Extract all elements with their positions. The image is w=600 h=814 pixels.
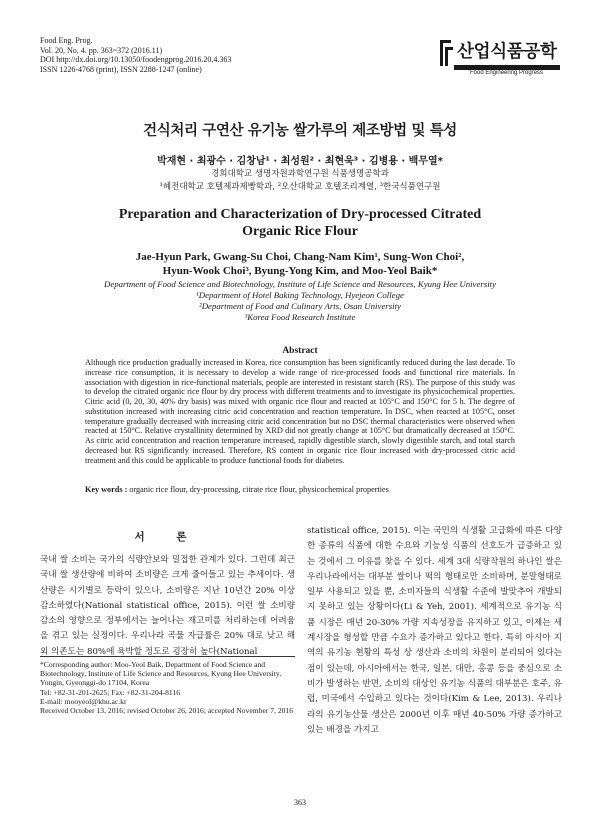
journal-name: Food Eng. Prog. bbox=[40, 36, 93, 45]
body-column-left: 국내 쌀 소비는 국가의 식량안보와 밀접한 관계가 있다. 그런데 최근 국내 쌀 생산량에 비하여 소비량은 크게 줄어들고 있는 추세이다. 생산량은 시기별로 등락이 있으나, 소비량은 지난 10년간 20% 이상 감소하였다(National statistical office, 2015). 이런 쌀 소비량 감소의 영향으로 정부에서는 늘어나는 재고미를 처리하는데 어려움을 겪고 있는 실정이다. 우리나라 곡물 자급률은 20% 대로 낮고 해외 의존도는 80%에 육박할 정도로 굉장히 높다(National bbox=[40, 555, 295, 657]
english-authors bbox=[0, 250, 600, 278]
journal-doi: DOI http://dx.doi.org/10.13050/foodengprog.2016.20.4.363 bbox=[40, 55, 232, 65]
korean-affiliation: ¹혜전대학교 호텔제과제빵학과, ²오산대학교 호텔조리계열, ³한국식품연구원 bbox=[159, 182, 441, 192]
english-affiliation: ²Department of Food and Culinary Arts, Osan University bbox=[199, 301, 401, 311]
english-affiliation: ¹Department of Hotel Baking Technology, Hyejeon College bbox=[196, 290, 404, 300]
keywords-label: Key words : bbox=[85, 485, 128, 494]
footnote bbox=[40, 660, 295, 715]
footnote-line: Tel: +82-31-201-2625; Fax: +82-31-204-8116 bbox=[40, 687, 180, 697]
journal-issn: ISSN 1226-4768 (print), ISSN 2288-1247 (online) bbox=[40, 64, 202, 74]
korean-authors: 박재현 · 최광수 · 김창남¹ · 최성원² · 최현욱³ · 김병용 · 백무열* bbox=[157, 156, 443, 167]
english-affiliations bbox=[0, 279, 600, 323]
keywords-text: organic rice flour, dry-processing, citrate rice flour, physicochemical properties bbox=[127, 485, 389, 494]
page-number: 363 bbox=[294, 798, 306, 807]
journal-info bbox=[40, 36, 231, 74]
english-title-line: Preparation and Characterization of Dry-processed Citrated bbox=[118, 207, 482, 222]
english-affiliation: Department of Food Science and Biotechnology, Institute of Life Science and Resources, Kyung Hee University bbox=[103, 279, 496, 289]
section-heading: 서 론 bbox=[134, 531, 201, 543]
english-title-line: Organic Rice Flour bbox=[242, 224, 358, 239]
footnote-line: E-mail: mooyeol@khu.ac.kr bbox=[40, 696, 127, 706]
footnote-divider bbox=[40, 656, 295, 657]
journal-logo bbox=[440, 36, 560, 86]
logo-mark-icon bbox=[440, 40, 454, 70]
footnote-line: *Corresponding author: Moo-Yeol Baik, Department of Food Science and Biotechnology, Institute of Life Science and Resources, Kyung Hee University, Yongin, Gyeonggi-do 17104, Korea bbox=[40, 660, 282, 688]
logo-subtitle: Food Engineering Progress bbox=[470, 70, 544, 76]
journal-volume: Vol. 20, No. 4. pp. 363~372 (2016.11) bbox=[40, 45, 163, 55]
english-affiliation: ³Korea Food Research Institute bbox=[244, 312, 356, 322]
abstract-text: Although rice production gradually increased in Korea, rice consumption has been significantly reduced during the last decade. To increase rice consumption, it is necessary to develop a wide range of rice-processed foods and functional rice materials. In association with digestion in rice-functional materials, people are interested in resistant starch (RS). The purpose of this study was to develop the citrated organic rice flour by dry process with different treatments and to investigate its physicochemical properties. Citric acid (0, 20, 30, 40% dry basis) was mixed with organic rice flour and reacted at 105°C and 150°C for 5 h. The degree of substitution increased with increasing citric acid concentration and reaction temperature. In DSC, when reacted at 105°C, onset temperature gradually decreased with increasing citric acid concentration but no DSC thermal characteristics were observed when reacted at 150°C. Relative crystallinity determined by XRD did not greatly change at 105°C but dramatically decreased at 150°C. As citric acid concentration and reaction temperature increased, rapidly digestible starch, slowly digestible starch, and total starch decreased but RS significantly increased. Therefore, RS content in organic rice flour increased with dry-processed citric acid treatment and this could be applicable to produce functional foods for diabetes. bbox=[85, 358, 515, 465]
body-column-right: statistical office, 2015). 이는 국민의 식생활 고급화에 따른 다양한 종류의 식품에 대한 수요와 기능성 식품의 선호도가 급증하고 있는 것에서 그 이유를 찾을 수 있다. 세계 3대 식량작원의 하나인 쌀은 우리나라에서는 대부분 쌀이나 떡의 형태로만 소비하며, 분말형태로 일부 사용되고 있을 뿐, 소비자들의 식생활 수준에 발맞추어 개발되지 못하고 있는 상황이다(Li & Yeh, 2001). 세계적으로 유기농 식품 시장은 매년 20-30% 가량 지속성장을 유지하고 있고, 이제는 세계시장을 형성할 만큼 수요가 증가하고 있다고 한다. 특히 아시아 지역의 유기농 현황의 특성 상 생산과 소비의 차원이 분리되어 있다는 점이 있는데, 아시아에서는 한국, 일본, 대만, 홍콩 등을 중심으로 소비가 발생하는 반면, 소비의 대상인 유기농 식품의 대부분은 호주, 유럽, 미국에서 수입하고 있다는 것이다(Kim & Lee, 2013). 우리나라의 유기농산물 생산은 2000년 이후 매년 40-50% 가량 증가하고 있는 배경을 가지고 bbox=[307, 526, 562, 735]
keywords bbox=[85, 485, 515, 495]
english-title bbox=[0, 206, 600, 240]
abstract-heading: Abstract bbox=[282, 346, 318, 356]
english-authors-line: Jae-Hyun Park, Gwang-Su Choi, Chang-Nam Kim¹, Sung-Won Choi², bbox=[135, 251, 465, 263]
logo-title: 산업식품공학 bbox=[457, 42, 557, 62]
korean-title: 건식처리 구연산 유기농 쌀가루의 제조방법 및 특성 bbox=[143, 123, 457, 139]
english-authors-line: Hyun-Wook Choi³, Byung-Yong Kim, and Moo-Yeol Baik* bbox=[162, 265, 438, 277]
korean-affiliation: 경희대학교 생명자원과학연구원 식품생명공학과 bbox=[211, 169, 389, 179]
footnote-line: Received October 13, 2016; revised October 26, 2016; accepted November 7, 2016 bbox=[40, 706, 294, 716]
